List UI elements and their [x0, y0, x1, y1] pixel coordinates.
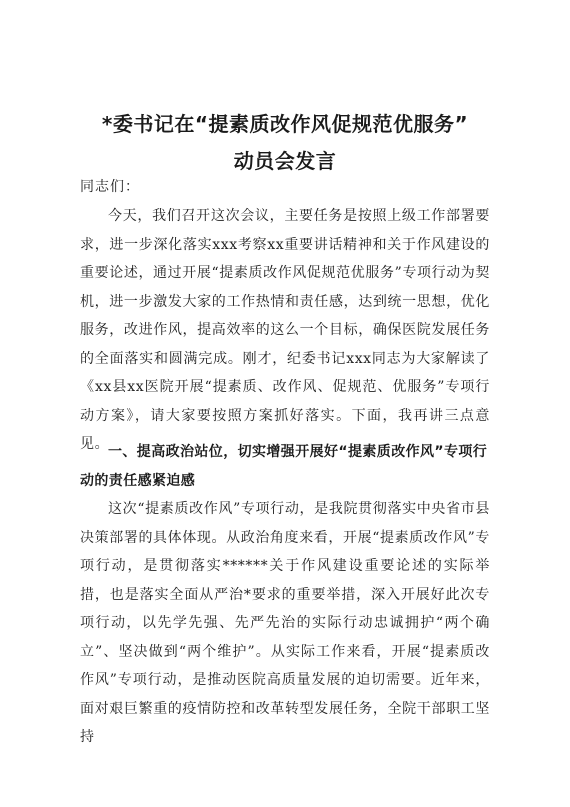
document-title-line1: *委书记在“提素质改作风促规范优服务”: [101, 112, 469, 136]
section-heading-1: 一、提高政治站位，切实增强开展好“提素质改作风”专项行动的责任感紧迫感: [80, 444, 488, 489]
salutation: 同志们：: [80, 179, 140, 195]
paragraph-intro: 今天，我们召开这次会议，主要任务是按照上级工作部署要求，进一步深化落实xxx考察xx重要讲话精神和关于作风建设的重要论述，通过开展“提素质改作风促规范优服务”专项行动为契机，进一步激发大家的工作热情和责任感，达到统一思想，优化服务，改进作风，提高效率的这么一个目标，确保医院发展任务的全面落实和圆满完成。刚才，纪委书记xxx同志为大家解读了《xx县xx医院开展“提素质、改作风、促规范、优服务”专项行动方案》，请大家要按照方案抓好落实。下面，我再讲三点意见。: [80, 208, 490, 452]
document-title-line2: 动员会发言: [233, 149, 337, 173]
paragraph-section-1: 这次“提素质改作风”专项行动，是我院贯彻落实中央省市县决策部署的具体体现。从政治角度来看，开展“提素质改作风”专项行动，是贯彻落实******关于作风建设重要论述的实际举措，也是落实全面从严治*要求的重要举措，深入开展好此次专项行动，以先学先强、先严先治的实际行动忠诚拥护“两个确立”、坚决做到“两个维护”。从实际工作来看，开展“提素质改作风”专项行动，是推动医院高质量发展的迫切需要。近年来，面对艰巨繁重的疫情防控和改革转型发展任务，全院干部职工坚持: [80, 501, 490, 745]
